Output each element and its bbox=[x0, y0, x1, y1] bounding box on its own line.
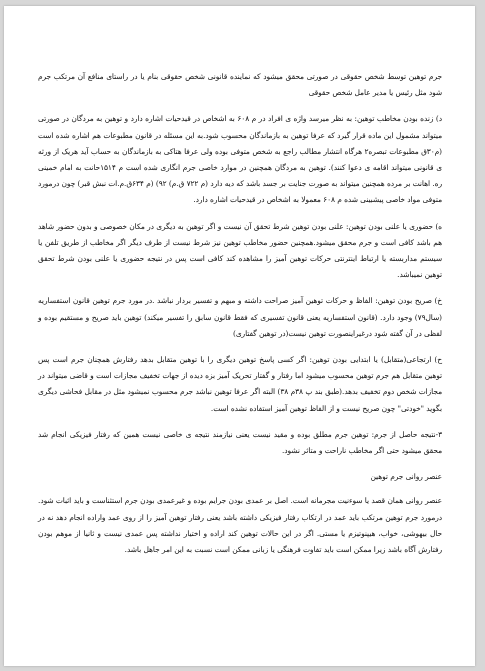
paragraph-mental-element: عنصر روانی همان قصد یا سوءنیت مجرمانه است. اصل بر عمدی بودن جرایم بوده و غیرعمدی بودن جرم استثناست و باید اثبات شود. درمورد جرم توهین مرتکب باید عمد در ارتکاب رفتار فیزیکی داشته باشد یعنی رفتار توهین آمیز را از روی عمد واراده انجام دهد نه در حال بیهوشی، خواب، هیپنوتیزم یا مستی. اگر در این حالات توهین کند اراده و اختیار نداشته پس عمدی نیست و ثانیا از موهم بودن رفتارش آگاه باشد زیرا ممکن است باید تفاوت فرهنگی یا زبانی ممکن است نسبت به این امر جاهل باشد. bbox=[38, 496, 442, 555]
paragraph-reciprocal-insult: ح) ارتجاعی(متقابل) یا ابتدایی بودن توهین: اگر کسی پاسخ توهین دیگری را با توهین متقابل بدهد رفتارش همچنان جرم است پس توهین متقابل هم جرم توهین محسوب میشود اما رفتار و گفتار تحریک آمیز بزه دیده از جهات تخفیف مجازات است و قاضی میتواند در مجازات شخص دوم تخفیف بدهد.(طبق بند پ ۳۸م ۳۸) البته اگر عرفا توهین نباشد جرم محسوب نمیشود مثل در مقابل فحاشی دیگری بگوید "خودتی" چون صریح نیست و از الفاظ توهین آمیز استفاده نشده است. bbox=[38, 355, 442, 413]
paragraph-living-addressee: د) زنده بودن مخاطب توهین: به نظر میرسد واژه ی افراد در م ۶۰۸ به اشخاص در قیدحیات اشاره دارد و توهین به مردگان در صورتی میتواند مشمول این ماده قرار گیرد که عرفا توهین به بازماندگان محسوب شود.به این مسئله در قانون مطبوعات هم اشاره شده است (م۳۰ق مطبوعات تبصره۲ هرگاه انتشار مطالب راجع به شخص متوفی بوده ولی عرفا هتاکی به بازماندگان به حساب آید هریک از ورثه ی قانونی میتواند اقامه ی دعوا کنند). توهین به مردگان همچنین در موارد خاصی جرم انگاری شده است م ۱۵۱۴حانت به امام خمینی ره. اهانت بر مرده همچنین میتواند به صورت جنایت بر جسد باشد که دیه دارد (م ۷۲۲ ق.م) ۹۲) (م ۶۳۴ق.م.ات نبش قبر) چون درمورد متوفی مواد خاصی پیشبینی شده م ۶۰۸ معمولا به اشخاص در قیدحیات اشاره دارد. bbox=[38, 114, 442, 205]
document-body bbox=[38, 69, 442, 568]
paragraph-legal-entity: جرم توهین توسط شخص حقوقی در صورتی محقق میشود که نماینده قانونی شخص حقوقی بنام یا در راستای منافع آن مرتکب جرم شود مثل رئیس یا مدیر عامل شخص حقوقی bbox=[38, 72, 442, 98]
paragraph-result-of-crime: ۳-نتیجه حاصل از جرم: توهین جرم مطلق بوده و مقید نیست یعنی نیازمند نتیجه ی خاصی نیست همین که رفتار فیزیکی انجام شد محقق میشود حتی اگر مخاطب ناراحت و متاثر نشود. bbox=[38, 429, 442, 456]
paragraph-public-insult: ه) حضوری یا علنی بودن توهین: علنی بودن توهین شرط تحقق آن نیست و اگر توهین به دیگری در مکان خصوصی و بدون حضور شاهد هم باشد کافی است و جرم محقق میشود.همچنین حضور مخاطب توهین نیز شرط نیست از طرف دیگر اگر مخاطب از طریق تلفن یا سیستم مداربسته یا ارتباط اینترنتی حرکات توهین آمیز را مشاهده کند کافی است پس در نتیجه حضوری یا علنی بودن شرط تحقق توهین نمیباشد. bbox=[38, 221, 442, 280]
paragraph-explicit-insult: خ) صریح بودن توهین: الفاظ و حرکات توهین آمیز صراحت داشته و مبهم و تفسیر بردار نباشد .در مورد جرم توهین قانون استفساریه (سال۷۹) وجود دارد. (قانون استفساریه یعنی قانون تفسیری که فقط قانون سابق را تفسیر میکند) توهین باید صریح و مستقیم بوده و لفظی در آن گفته شود درغیراینصورت توهین نیست(در توهین گفتاری) bbox=[38, 296, 442, 338]
section-heading-mental-element: عنصر روانی جرم توهین bbox=[370, 472, 442, 482]
document-page bbox=[4, 6, 475, 666]
